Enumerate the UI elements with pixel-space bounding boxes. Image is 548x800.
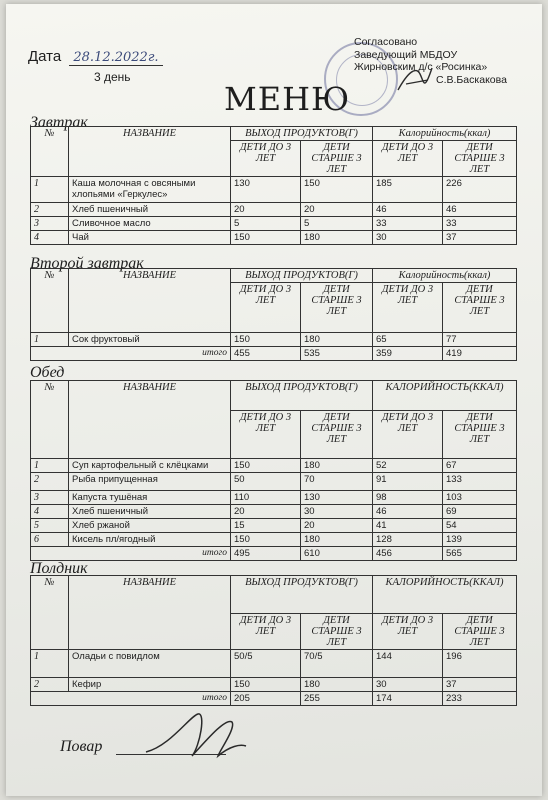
total-calories-old: 419 [443, 347, 517, 361]
calories-young: 91 [373, 473, 443, 491]
output-old: 180 [301, 459, 373, 473]
output-young: 15 [231, 519, 301, 533]
output-old: 150 [301, 177, 373, 203]
table-row [31, 650, 517, 678]
table-row [31, 519, 517, 533]
col-output-header: ВЫХОД ПРОДУКТОВ(Г) [231, 127, 373, 141]
output-old: 20 [301, 519, 373, 533]
dish-name: Хлеб пшеничный [69, 505, 231, 519]
row-number: 2 [31, 203, 69, 217]
total-row [31, 347, 517, 361]
approval-line-4: С.В.Баскакова [436, 73, 507, 86]
col-name-header: НАЗВАНИЕ [69, 269, 231, 333]
col-output-header: ВЫХОД ПРОДУКТОВ(Г) [231, 576, 373, 614]
output-young: 150 [231, 231, 301, 245]
calories-old-header: ДЕТИ СТАРШЕ 3 ЛЕТ [443, 614, 517, 650]
output-young-header: ДЕТИ ДО 3 ЛЕТ [231, 283, 301, 333]
total-calories-young: 456 [373, 547, 443, 561]
table-row [31, 473, 517, 491]
output-young: 110 [231, 491, 301, 505]
table-row [31, 231, 517, 245]
output-young: 150 [231, 533, 301, 547]
dish-name: Суп картофельный с клёцками [69, 459, 231, 473]
total-output-young: 205 [231, 692, 301, 706]
calories-old-header: ДЕТИ СТАРШЕ 3 ЛЕТ [443, 411, 517, 459]
table-row [31, 217, 517, 231]
col-calories-header: Калорийность(ккал) [373, 269, 517, 283]
calories-old: 33 [443, 217, 517, 231]
calories-young: 98 [373, 491, 443, 505]
menu-table [30, 380, 517, 561]
menu-table [30, 126, 517, 245]
dish-name: Капуста тушёная [69, 491, 231, 505]
output-old: 130 [301, 491, 373, 505]
calories-old: 46 [443, 203, 517, 217]
output-old: 180 [301, 333, 373, 347]
calories-young-header: ДЕТИ ДО 3 ЛЕТ [373, 614, 443, 650]
total-row [31, 547, 517, 561]
calories-young-header: ДЕТИ ДО 3 ЛЕТ [373, 283, 443, 333]
row-number: 4 [31, 231, 69, 245]
output-young-header: ДЕТИ ДО 3 ЛЕТ [231, 614, 301, 650]
calories-old: 54 [443, 519, 517, 533]
table-row [31, 203, 517, 217]
total-calories-old: 565 [443, 547, 517, 561]
output-old-header: ДЕТИ СТАРШЕ 3 ЛЕТ [301, 411, 373, 459]
row-number: 1 [31, 177, 69, 203]
total-calories-young: 359 [373, 347, 443, 361]
calories-young: 128 [373, 533, 443, 547]
dish-name: Рыба припущенная [69, 473, 231, 491]
total-output-old: 255 [301, 692, 373, 706]
total-output-old: 535 [301, 347, 373, 361]
col-name-header: НАЗВАНИЕ [69, 381, 231, 459]
dish-name: Оладьи с повидлом [69, 650, 231, 678]
col-calories-header: КАЛОРИЙНОСТЬ(ККАЛ) [373, 576, 517, 614]
row-number: 2 [31, 473, 69, 491]
calories-old: 37 [443, 678, 517, 692]
row-number: 1 [31, 650, 69, 678]
output-young: 50/5 [231, 650, 301, 678]
calories-old: 77 [443, 333, 517, 347]
table-row [31, 459, 517, 473]
section-title: Второй завтрак [30, 255, 144, 272]
col-output-header: ВЫХОД ПРОДУКТОВ(Г) [231, 381, 373, 411]
col-name-header: НАЗВАНИЕ [69, 576, 231, 650]
calories-young: 52 [373, 459, 443, 473]
table-row [31, 491, 517, 505]
date-value: 28.12.2022г. [69, 50, 162, 66]
total-label: итого [31, 347, 231, 361]
col-number-header: № [31, 381, 69, 459]
total-output-young: 455 [231, 347, 301, 361]
output-old: 20 [301, 203, 373, 217]
approval-line-2: Заведующий МБДОУ [354, 48, 458, 61]
output-young: 20 [231, 203, 301, 217]
calories-young-header: ДЕТИ ДО 3 ЛЕТ [373, 411, 443, 459]
cook-signature [140, 706, 250, 766]
total-row [31, 692, 517, 706]
table-row [31, 505, 517, 519]
day-number: 3 день [94, 70, 131, 84]
table-row [31, 533, 517, 547]
calories-young: 46 [373, 203, 443, 217]
calories-old: 37 [443, 231, 517, 245]
output-young: 20 [231, 505, 301, 519]
output-old: 180 [301, 533, 373, 547]
output-old-header: ДЕТИ СТАРШЕ 3 ЛЕТ [301, 283, 373, 333]
section-title: Завтрак [30, 114, 88, 131]
calories-old: 133 [443, 473, 517, 491]
total-label: итого [31, 692, 231, 706]
calories-young: 46 [373, 505, 443, 519]
approval-line-3: Жирновским д/с «Росинка» [354, 61, 488, 73]
date-line [28, 48, 163, 65]
approval-signature [394, 62, 436, 96]
output-old: 180 [301, 678, 373, 692]
calories-young: 30 [373, 231, 443, 245]
dish-name: Сливочное масло [69, 217, 231, 231]
dish-name: Хлеб пшеничный [69, 203, 231, 217]
output-young-header: ДЕТИ ДО 3 ЛЕТ [231, 411, 301, 459]
calories-old-header: ДЕТИ СТАРШЕ 3 ЛЕТ [443, 141, 517, 177]
col-number-header: № [31, 576, 69, 650]
row-number: 3 [31, 491, 69, 505]
table-row [31, 678, 517, 692]
menu-table [30, 575, 517, 706]
row-number: 3 [31, 217, 69, 231]
output-young: 150 [231, 333, 301, 347]
date-label: Дата [28, 48, 62, 65]
total-calories-old: 233 [443, 692, 517, 706]
row-number: 1 [31, 459, 69, 473]
col-name-header: НАЗВАНИЕ [69, 127, 231, 177]
col-output-header: ВЫХОД ПРОДУКТОВ(Г) [231, 269, 373, 283]
calories-young: 65 [373, 333, 443, 347]
output-young: 150 [231, 459, 301, 473]
row-number: 6 [31, 533, 69, 547]
output-young: 5 [231, 217, 301, 231]
dish-name: Сок фруктовый [69, 333, 231, 347]
table-row [31, 333, 517, 347]
calories-old: 196 [443, 650, 517, 678]
dish-name: Кисель пл/ягодный [69, 533, 231, 547]
calories-young: 144 [373, 650, 443, 678]
dish-name: Чай [69, 231, 231, 245]
calories-young: 185 [373, 177, 443, 203]
row-number: 2 [31, 678, 69, 692]
output-young: 150 [231, 678, 301, 692]
row-number: 4 [31, 505, 69, 519]
col-number-header: № [31, 127, 69, 177]
calories-old: 226 [443, 177, 517, 203]
row-number: 5 [31, 519, 69, 533]
output-old: 30 [301, 505, 373, 519]
menu-table [30, 268, 517, 361]
calories-young: 30 [373, 678, 443, 692]
total-label: итого [31, 547, 231, 561]
cook-label: Повар [60, 738, 103, 755]
output-old: 70 [301, 473, 373, 491]
calories-old: 69 [443, 505, 517, 519]
col-calories-header: Калорийность(ккал) [373, 127, 517, 141]
col-number-header: № [31, 269, 69, 333]
section-title: Обед [30, 364, 65, 381]
output-young: 130 [231, 177, 301, 203]
output-old-header: ДЕТИ СТАРШЕ 3 ЛЕТ [301, 141, 373, 177]
output-young-header: ДЕТИ ДО 3 ЛЕТ [231, 141, 301, 177]
calories-old-header: ДЕТИ СТАРШЕ 3 ЛЕТ [443, 283, 517, 333]
dish-name: Каша молочная с овсяными хлопьями «Геркулес» [69, 177, 231, 203]
calories-young: 33 [373, 217, 443, 231]
output-old: 5 [301, 217, 373, 231]
calories-old: 67 [443, 459, 517, 473]
row-number: 1 [31, 333, 69, 347]
calories-young: 41 [373, 519, 443, 533]
total-output-old: 610 [301, 547, 373, 561]
dish-name: Хлеб ржаной [69, 519, 231, 533]
output-old: 180 [301, 231, 373, 245]
col-calories-header: КАЛОРИЙНОСТЬ(ККАЛ) [373, 381, 517, 411]
output-young: 50 [231, 473, 301, 491]
dish-name: Кефир [69, 678, 231, 692]
page-title: МЕНЮ [224, 80, 351, 118]
section-title: Полдник [30, 560, 88, 577]
calories-old: 103 [443, 491, 517, 505]
calories-old: 139 [443, 533, 517, 547]
output-old: 70/5 [301, 650, 373, 678]
table-row [31, 177, 517, 203]
total-calories-young: 174 [373, 692, 443, 706]
output-old-header: ДЕТИ СТАРШЕ 3 ЛЕТ [301, 614, 373, 650]
calories-young-header: ДЕТИ ДО 3 ЛЕТ [373, 141, 443, 177]
total-output-young: 495 [231, 547, 301, 561]
approval-line-1: Согласовано [354, 36, 418, 48]
